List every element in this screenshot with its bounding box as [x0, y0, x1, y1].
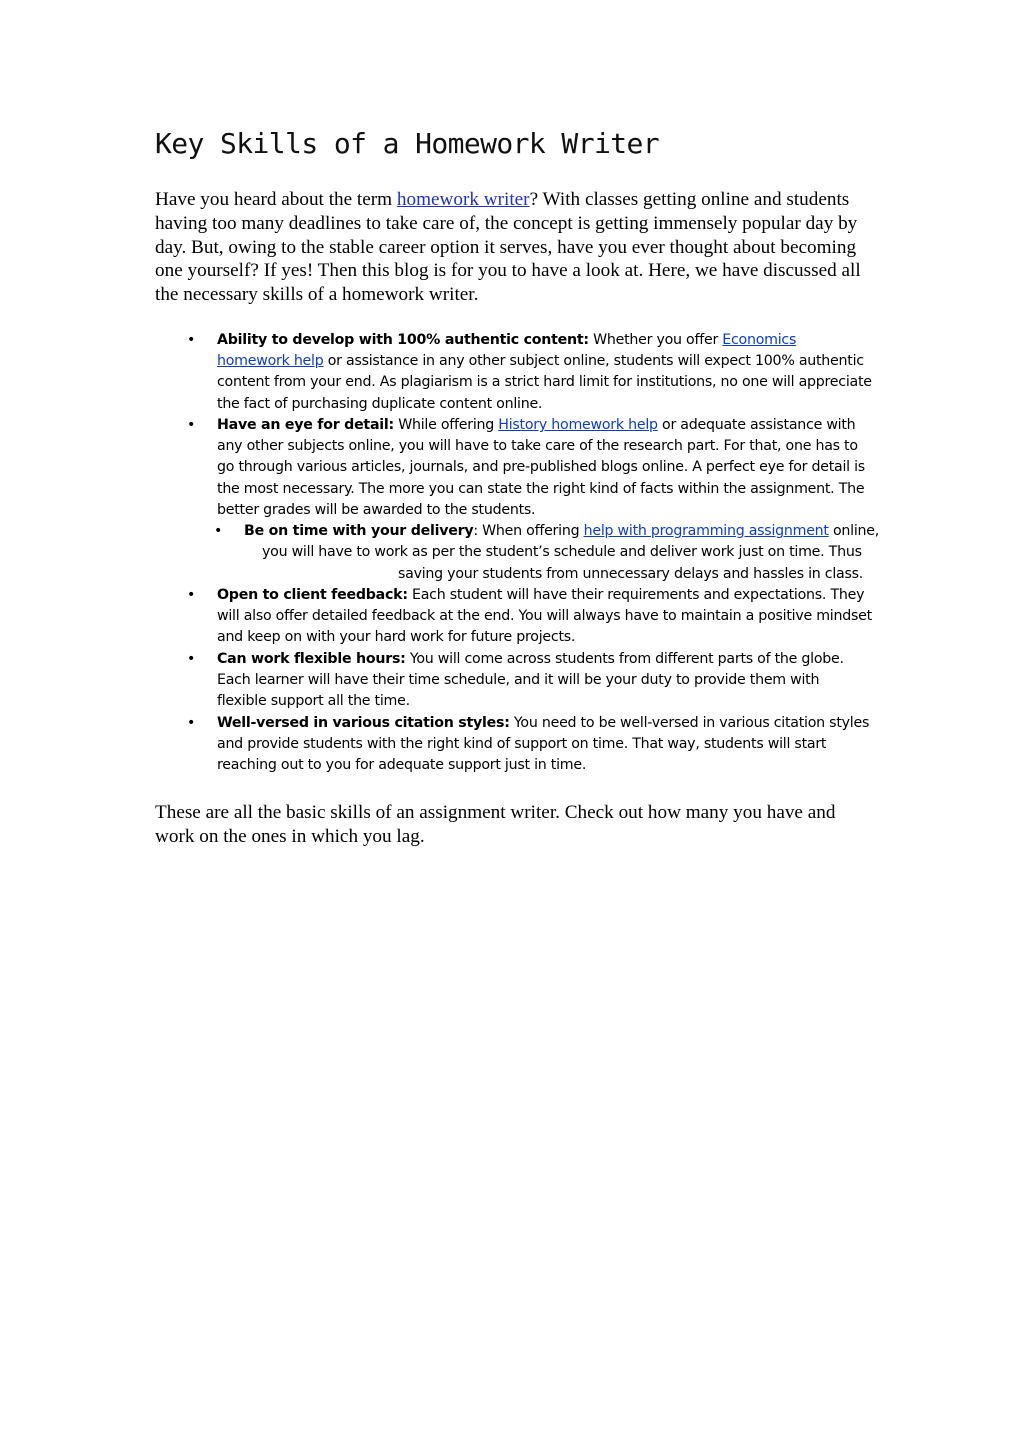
bullet-icon: •	[187, 417, 196, 433]
item-text: Each student will have their requirements and expectations. They will also offer detailed feedback at the end. You will always have to maintain a positive mindset and keep on with your hard work for future projects.	[217, 587, 872, 646]
item-heading: Have an eye for detail:	[217, 417, 394, 433]
homework-writer-link[interactable]: homework writer	[396, 189, 530, 210]
page-title: Key Skills of a Homework Writer	[155, 127, 659, 160]
intro-text-end: ? With classes getting online and students having too many deadlines to take care of, the concept is getting immensely popular day by day. But, owing to the stable career option it serves, have you ever thought about becoming one yourself? If yes! Then this blog is for you to have a look at. Here, we have discussed all the necessary skills of a homework writer.	[155, 189, 861, 306]
list-item-eye-for-detail	[187, 415, 872, 521]
sub-item-line-3: saving your students from unnecessary delays and hassles in class.	[398, 566, 864, 582]
item-text: Whether you offer	[588, 332, 723, 348]
item-text: You will come across students from different parts of the globe. Each learner will have their time schedule, and it will be your duty to provide them with flexible support all the time.	[217, 651, 844, 710]
programming-assignment-help-link[interactable]: help with programming assignment	[583, 523, 829, 539]
sub-list-item-on-time-delivery	[214, 521, 884, 542]
sub-item-line-2: you will have to work as per the student’s schedule and deliver work just on time. Thus	[262, 544, 862, 560]
item-text: or adequate assistance with any other subjects online, you will have to take care of the research part. For that, one has to go through various articles, journals, and pre-published blogs online. A perfect eye for detail is the most necessary. The more you can state the right kind of facts within the assignment. The better grades will be awarded to the students.	[217, 417, 865, 518]
item-text: While offering	[393, 417, 499, 433]
bullet-icon: •	[187, 651, 196, 667]
item-heading: Open to client feedback:	[217, 587, 408, 603]
bullet-icon: •	[187, 715, 196, 731]
economics-homework-help-link[interactable]: Economics homework help	[217, 332, 797, 370]
history-homework-help-link[interactable]: History homework help	[498, 417, 658, 433]
closing-paragraph: These are all the basic skills of an assignment writer. Check out how many you have and work on the ones in which you lag.	[155, 802, 836, 847]
item-heading: Ability to develop with 100% authentic content:	[217, 332, 589, 348]
item-text: or assistance in any other subject online, students will expect 100% authentic content from your end. As plagiarism is a strict hard limit for institutions, no one will appreciate the fact of purchasing duplicate content online.	[217, 353, 872, 412]
list-item-citation-styles	[187, 713, 872, 777]
bullet-icon: •	[187, 587, 196, 603]
intro-text-start: Have you heard about the term	[155, 189, 397, 210]
list-item-flexible-hours	[187, 649, 872, 713]
list-item-client-feedback	[187, 585, 872, 649]
item-heading: Can work flexible hours:	[217, 651, 406, 667]
item-heading: Be on time with your delivery	[244, 523, 474, 539]
sub-item-line-1	[244, 523, 879, 539]
bullet-icon: •	[214, 523, 223, 539]
item-text: online,	[828, 523, 880, 539]
intro-paragraph	[155, 188, 870, 307]
item-text: You need to be well-versed in various citation styles and provide students with the right kind of support on time. That way, students will start reaching out to you for adequate support just in time.	[217, 715, 870, 774]
item-heading: Well-versed in various citation styles:	[217, 715, 510, 731]
list-item-authentic-content	[187, 330, 872, 415]
item-text: : When offering	[473, 523, 584, 539]
bullet-icon: •	[187, 332, 196, 348]
